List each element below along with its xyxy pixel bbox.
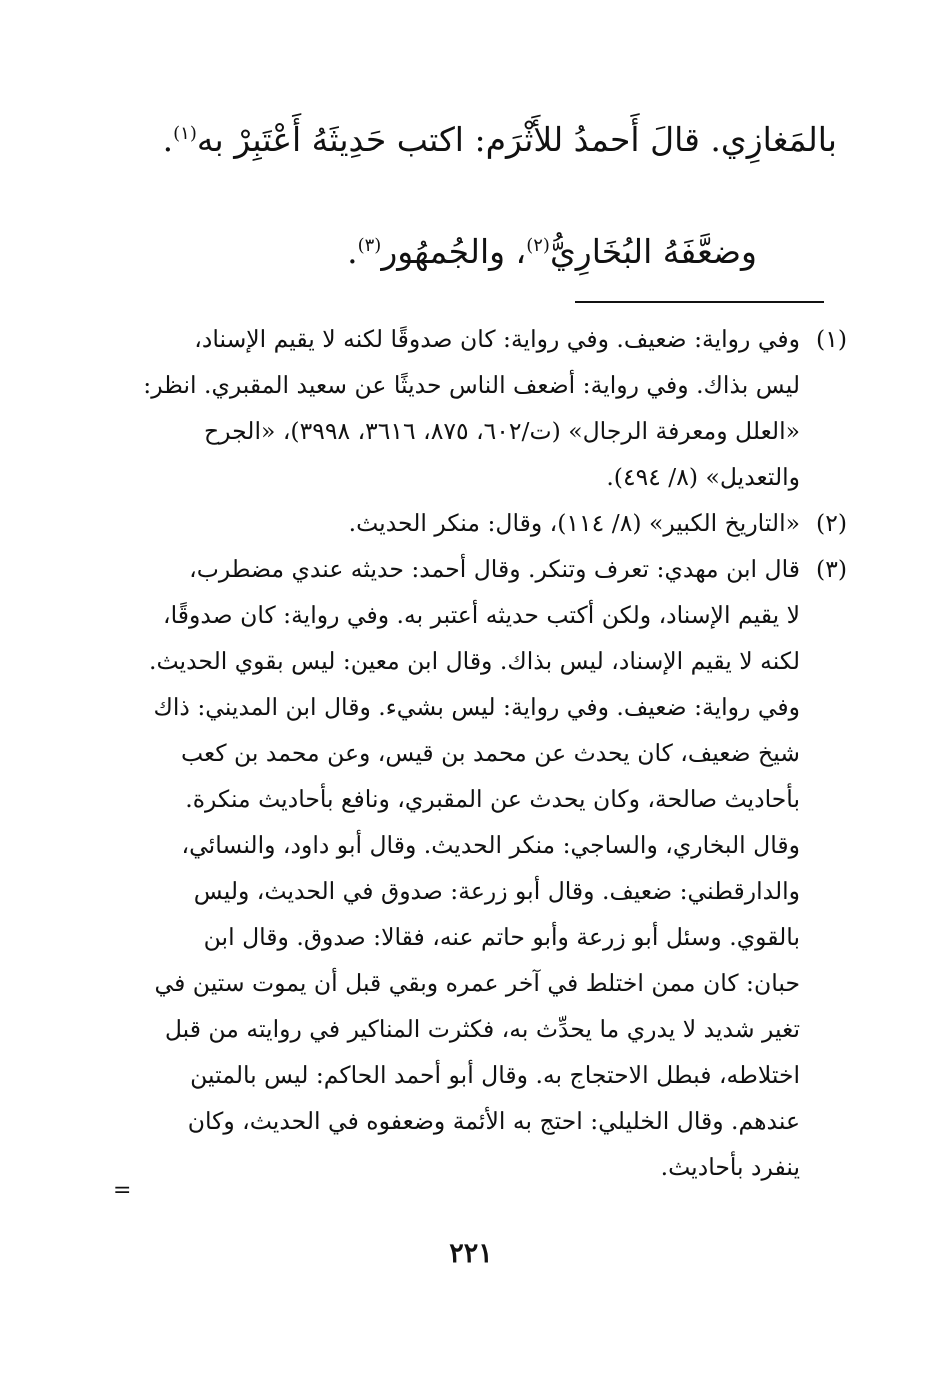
footnote-marker-3: (٣) (816, 555, 847, 583)
footnote-line: وفي رواية: ضعيف. وفي رواية: كان صدوقًا لكنه لا يقيم الإسناد، (194, 325, 800, 353)
main-text-punct: . (347, 232, 358, 271)
footnote-separator (575, 301, 824, 303)
main-text-punct: . (162, 120, 174, 159)
footnote-ref-1: (١) (173, 123, 197, 144)
footnote-line: تغير شديد لا يدري ما يحدِّث به، فكثرت المناكير في روايته من قبل (164, 1015, 800, 1043)
main-text-line-2 (347, 232, 757, 271)
footnote-line: وقال البخاري، والساجي: منكر الحديث. وقال أبو داود، والنسائي، (181, 831, 800, 859)
footnote-line: حبان: كان ممن اختلط في آخر عمره وبقي قبل أن يموت ستين في (154, 969, 800, 997)
footnote-line: والتعديل» (٨/ ٤٩٤). (606, 463, 800, 491)
footnote-line: بالقوي. وسئل أبو زرعة وأبو حاتم عنه، فقالا: صدوق. وقال ابن (203, 923, 800, 951)
footnote-line: لكنه لا يقيم الإسناد، ليس بذاك. وقال ابن معين: ليس بقوي الحديث. (149, 647, 800, 675)
main-text-line-1 (163, 120, 837, 159)
footnote-line: بأحاديث صالحة، وكان يحدث عن المقبري، ونافع بأحاديث منكرة. (185, 785, 800, 813)
footnote-line: قال ابن مهدي: تعرف وتنكر. وقال أحمد: حديثه عندي مضطرب، (189, 555, 800, 583)
footnote-line: «التاريخ الكبير» (٨/ ١١٤)، وقال: منكر الحديث. (348, 509, 800, 537)
page-number: ٢٢١ (449, 1238, 493, 1269)
continuation-mark: = (113, 1178, 132, 1203)
footnote-line: وفي رواية: ضعيف. وفي رواية: ليس بشيء. وقال ابن المديني: ذاك (153, 693, 800, 721)
footnote-line: والدارقطني: ضعيف. وقال أبو زرعة: صدوق في الحديث، وليس (193, 877, 800, 905)
main-text-segment: وضعَّفَهُ البُخَارِيُّ (549, 232, 757, 271)
footnote-line: «العلل ومعرفة الرجال» (ت/٦٠٢، ٨٧٥، ٣٦١٦، ٣٩٩٨)، «الجرح (203, 417, 800, 445)
footnote-ref-3: (٣) (357, 235, 382, 256)
footnote-marker-1: (١) (816, 325, 847, 353)
footnote-line: شيخ ضعيف، كان يحدث عن محمد بن قيس، وعن محمد بن كعب (180, 739, 800, 767)
footnote-line: لا يقيم الإسناد، ولكن أكتب حديثه أعتبر به. وفي رواية: كان صدوقًا، (163, 601, 800, 629)
footnote-marker-2: (٢) (816, 509, 847, 537)
footnote-line: عندهم. وقال الخليلي: احتج به الأئمة وضعفوه في الحديث، وكان (187, 1107, 800, 1135)
footnote-line: ينفرد بأحاديث. (660, 1153, 800, 1181)
footnote-line: ليس بذاك. وفي رواية: أضعف الناس حديثًا عن سعيد المقبري. انظر: (143, 371, 800, 399)
main-text-segment: ، والجُمهُور (381, 232, 527, 271)
main-text-segment: بالمَغازِي. قالَ أَحمدُ للأَثْرَم: اكتب حَدِيثَهُ أَعْتَبِرْ به (196, 120, 837, 159)
footnote-ref-2: (٢) (526, 235, 550, 256)
footnote-line: اختلاطه، فبطل الاحتجاج به. وقال أبو أحمد الحاكم: ليس بالمتين (190, 1061, 800, 1089)
